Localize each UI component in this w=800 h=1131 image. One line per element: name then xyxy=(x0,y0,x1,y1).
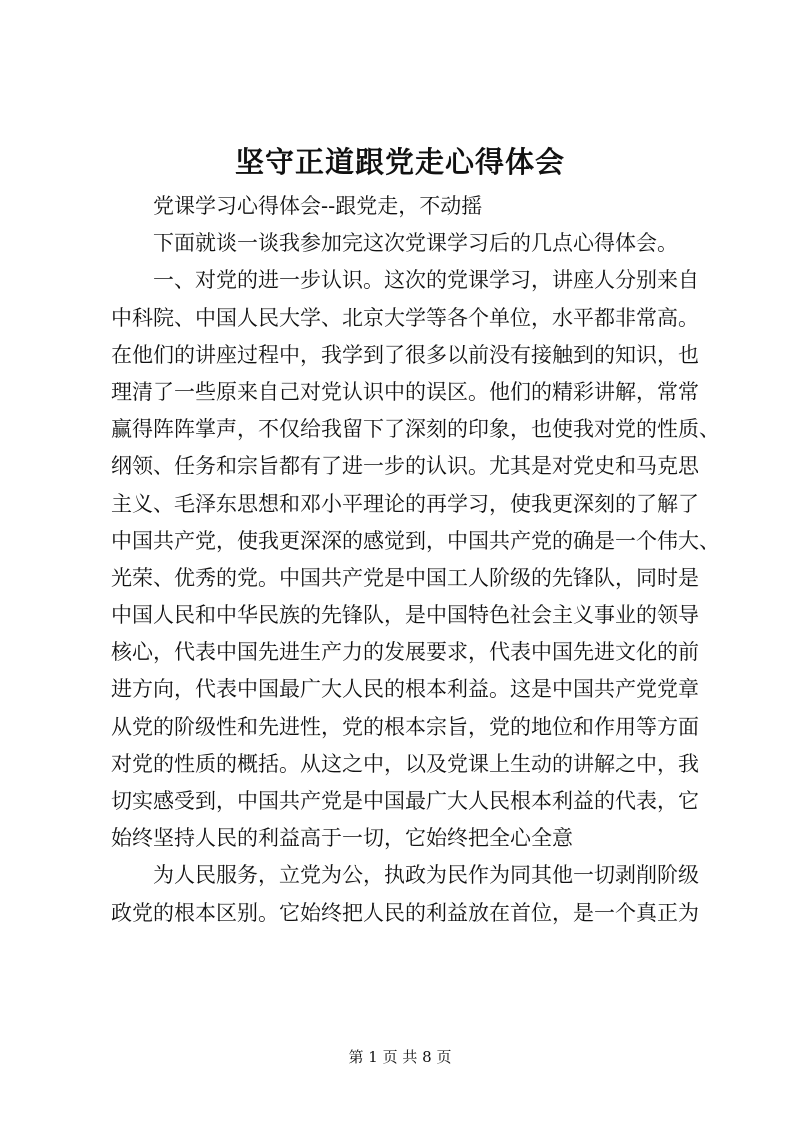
document-title: 坚守正道跟党走心得体会 xyxy=(234,145,565,179)
paragraph-line: 中国共产党，使我更深深的感觉到，中国共产党的确是一个伟大、 xyxy=(111,528,720,553)
paragraph-line: 对党的性质的概括。从这之中，以及党课上生动的讲解之中，我 xyxy=(111,751,699,776)
document-body xyxy=(111,188,720,932)
paragraph-line: 进方向，代表中国最广大人民的根本利益。这是中国共产党党章 xyxy=(111,677,699,702)
subtitle-line: 党课学习心得体会--跟党走，不动摇 xyxy=(153,194,483,218)
intro-line: 下面就谈一谈我参加完这次党课学习后的几点心得体会。 xyxy=(153,231,678,256)
paragraph-line: 切实感受到，中国共产党是中国最广大人民根本利益的代表，它 xyxy=(111,789,699,813)
paragraph-line: 政党的根本区别。它始终把人民的利益放在首位，是一个真正为 xyxy=(111,900,699,925)
paragraph-line: 纲领、任务和宗旨都有了进一步的认识。尤其是对党史和马克思 xyxy=(111,454,699,479)
paragraph-line: 在他们的讲座过程中，我学到了很多以前没有接触到的知识，也 xyxy=(111,342,699,367)
paragraph-line: 赢得阵阵掌声，不仅给我留下了深刻的印象，也使我对党的性质、 xyxy=(111,417,720,442)
paragraph-line: 一、对党的进一步认识。这次的党课学习，讲座人分别来自 xyxy=(153,268,699,293)
paragraph-line: 光荣、优秀的党。中国共产党是中国工人阶级的先锋队，同时是 xyxy=(111,565,699,590)
paragraph-line: 中科院、中国人民大学、北京大学等各个单位，水平都非常高。 xyxy=(111,305,699,330)
paragraph-line: 始终坚持人民的利益高于一切，它始终把全心全意 xyxy=(111,826,573,851)
paragraph-line: 从党的阶级性和先进性，党的根本宗旨，党的地位和作用等方面 xyxy=(111,714,699,739)
paragraph-line: 核心，代表中国先进生产力的发展要求，代表中国先进文化的前 xyxy=(111,640,699,665)
paragraph-line: 主义、毛泽东思想和邓小平理论的再学习，使我更深刻的了解了 xyxy=(111,491,699,516)
paragraph-line: 中国人民和中华民族的先锋队，是中国特色社会主义事业的领导 xyxy=(111,603,699,628)
paragraph-line: 为人民服务，立党为公，执政为民作为同其他一切剥削阶级 xyxy=(153,863,699,888)
page-footer: 第 1 页 共 8 页 xyxy=(348,1048,452,1066)
paragraph-line: 理清了一些原来自己对党认识中的误区。他们的精彩讲解，常常 xyxy=(111,379,699,404)
